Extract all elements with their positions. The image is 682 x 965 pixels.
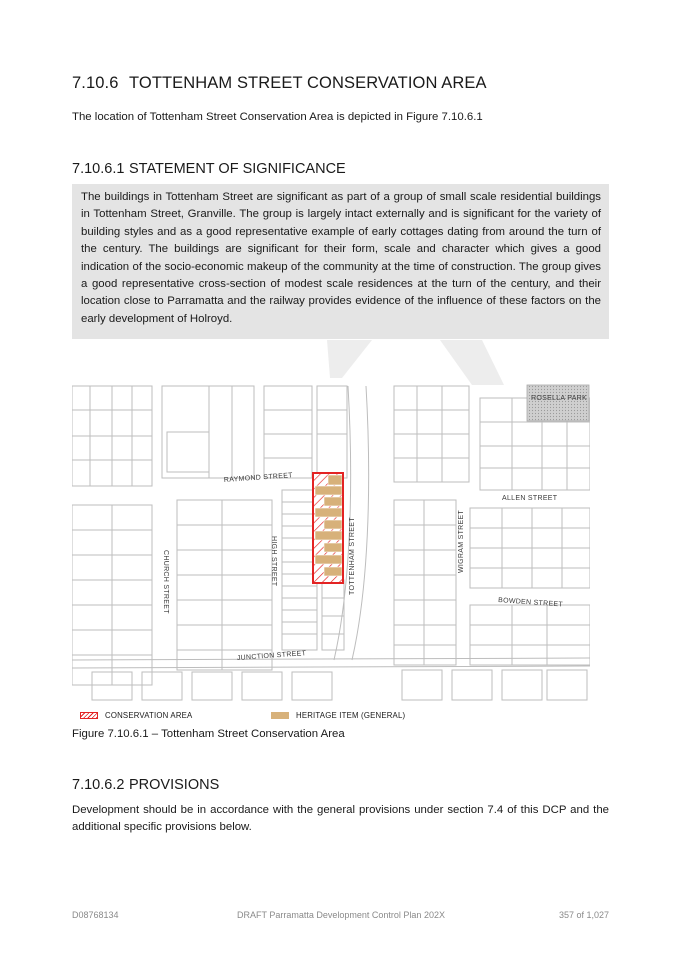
provisions-title: PROVISIONS <box>129 777 220 793</box>
tottenham-street-label: TOTTENHAM STREET <box>349 517 356 595</box>
church-street-label: CHURCH STREET <box>162 550 169 614</box>
footer-title: DRAFT Parramatta Development Control Plan 202X <box>237 910 445 920</box>
legend-conservation-label: CONSERVATION AREA <box>105 710 193 720</box>
provisions-text: Development should be in accordance with the general provisions under section 7.4 of this DCP and the additional specific provisions below. <box>72 804 609 834</box>
wigram-street-label: WIGRAM STREET <box>458 509 465 573</box>
heritage-swatch <box>271 712 289 719</box>
conservation-area-map <box>72 340 590 702</box>
junction-street-label: JUNCTION STREET <box>236 650 307 662</box>
section-intro: The location of Tottenham Street Conservation Area is depicted in Figure 7.10.6.1 <box>72 111 483 123</box>
legend-heritage <box>271 709 405 721</box>
section-number: 7.10.6 <box>72 74 119 92</box>
footer-page-number: 357 of 1,027 <box>558 910 609 920</box>
significance-text: The buildings in Tottenham Street are significant as part of a group of small scale residential buildings in Tottenham Street, Granville. The group is largely intact externally and is significant for the variety of building styles and as a good representative example of early cottages dating from around the turn of the century. The buildings are significant for their form, scale and character which gives a good indication of the socio-economic makeup of the community at the time of construction. The group gives a good representative cross-section of modest scale residences at the turn of the century, and their location close to Parramatta and the railway provides evidence of the influence of these factors on the early development of Holroyd. <box>81 191 601 325</box>
legend-conservation <box>80 709 192 721</box>
section-title: TOTTENHAM STREET CONSERVATION AREA <box>129 74 487 92</box>
provisions-heading <box>72 777 219 793</box>
raymond-street-label: RAYMOND STREET <box>223 472 294 484</box>
conservation-swatch <box>80 712 98 719</box>
allen-street-label: ALLEN STREET <box>502 495 558 502</box>
rosella-park <box>527 385 589 421</box>
railway-shape <box>327 340 504 385</box>
section-heading <box>72 74 487 93</box>
bowden-street-label: BOWDEN STREET <box>497 597 564 609</box>
conservation-area <box>313 473 343 583</box>
significance-number: 7.10.6.1 <box>72 161 125 177</box>
figure-caption: Figure 7.10.6.1 – Tottenham Street Conservation Area <box>72 728 345 740</box>
rosella-park-label: ROSELLA PARK <box>531 395 587 402</box>
significance-heading <box>72 161 346 177</box>
footer-doc-id: D08768134 <box>72 910 119 920</box>
legend-heritage-label: HERITAGE ITEM (GENERAL) <box>296 710 406 720</box>
significance-box <box>72 184 609 339</box>
high-street-label: HIGH STREET <box>270 536 277 587</box>
provisions-number: 7.10.6.2 <box>72 777 125 793</box>
significance-title: STATEMENT OF SIGNIFICANCE <box>129 161 346 177</box>
